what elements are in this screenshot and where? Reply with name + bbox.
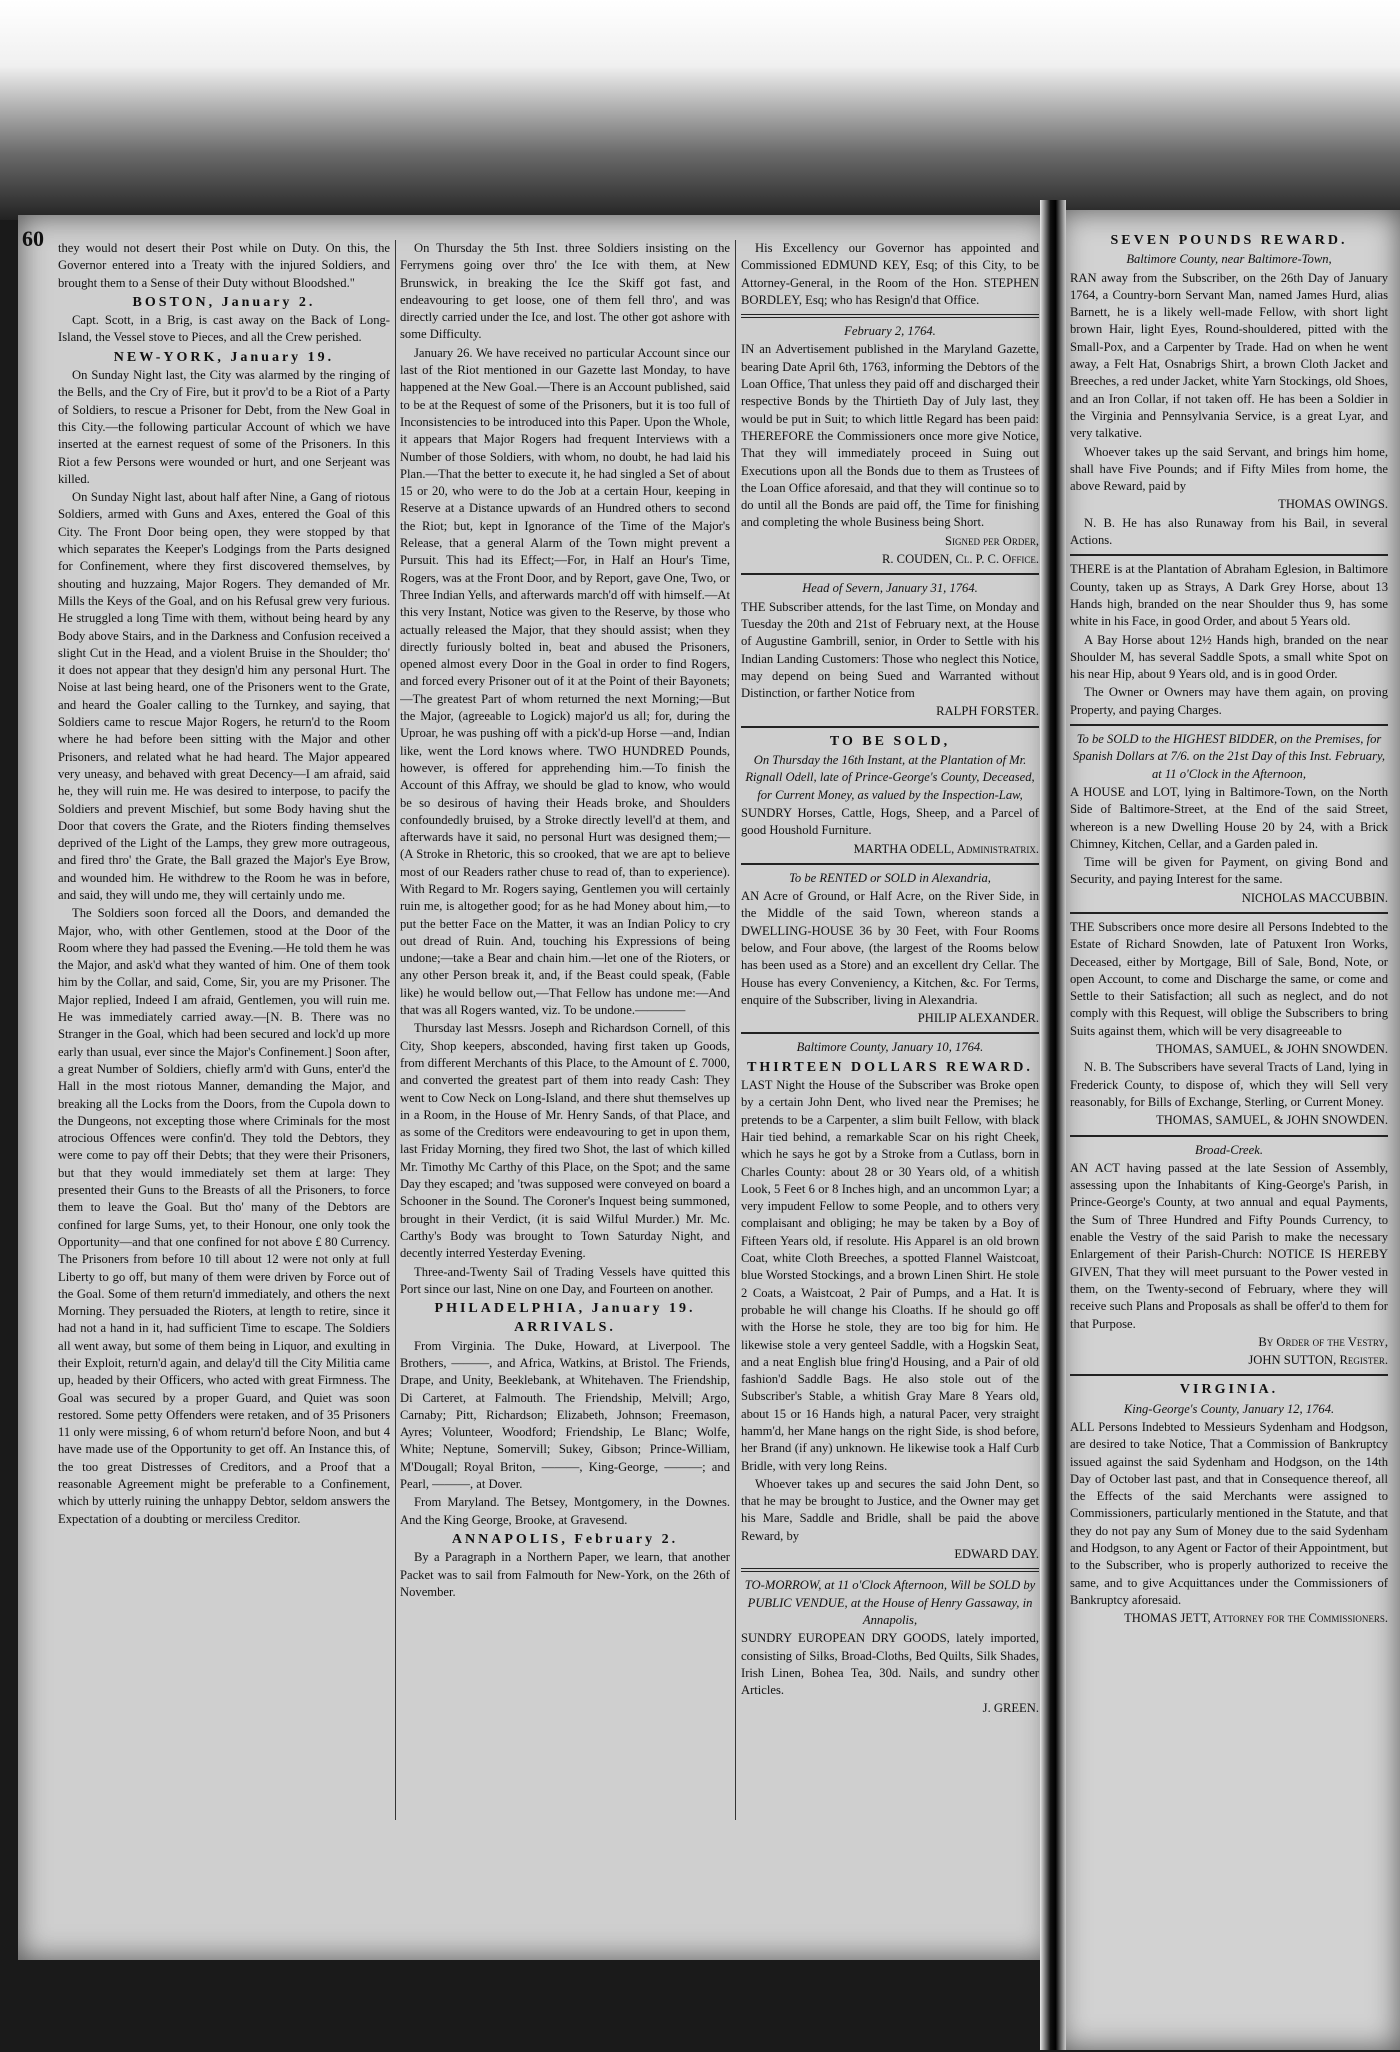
- notice-text: His Excellency our Governor has appointed and Commissioned EDMUND KEY, Esq; of this City, to be Attorney-General, in the Room of the Hon. STEPHEN BORDLEY, Esq; who has Resign'd that Office.: [741, 241, 1039, 307]
- ad-signature: THOMAS, SAMUEL, & JOHN SNOWDEN.: [1156, 1113, 1388, 1128]
- dateline: BOSTON, January 2.: [132, 294, 316, 310]
- ad-text: THE Subscribers once more desire all Persons Indebted to the Estate of Richard Snowden, late of Patuxent Iron Works, Deceased, either by Mortgage, Bill of Sale, Bond, Note, or open Account, to come and Discharge the same, or come and Settle to their Satisfaction; all such as neglect, and do not comply with this Request, will oblige the Subscribers to bring Suits against them, which will be very disagreeable to: [1070, 919, 1388, 1038]
- ad-date: Broad-Creek.: [1195, 1142, 1263, 1157]
- book-spine: [1040, 200, 1066, 2050]
- ad-signature: EDWARD DAY.: [954, 1547, 1039, 1562]
- ad-heading: To be RENTED or SOLD in Alexandria,: [789, 870, 991, 885]
- article-text: Three-and-Twenty Sail of Trading Vessels have quitted this Port since our last, Nine on one Day, and Fourteen on another.: [400, 1264, 730, 1296]
- ad-subheading: Baltimore County, near Baltimore-Town,: [1126, 252, 1332, 267]
- ad-text: THERE is at the Plantation of Abraham Eglesion, in Baltimore County, taken up as Strays, A Dark Grey Horse, about 13 Hands high, branded on the near Shoulder thus 9, has some white in his Face, in good Order, and about 5 Years old.: [1070, 562, 1388, 629]
- ad-text: Time will be given for Payment, on giving Bond and Security, and paying Interest for the same.: [1070, 855, 1388, 887]
- column-divider: [395, 240, 396, 1820]
- ad-signature: MARTHA ODELL, Administratrix.: [853, 841, 1039, 856]
- divider: [1070, 554, 1388, 556]
- ad-heading: TO BE SOLD,: [829, 733, 951, 749]
- ad-signature: J. GREEN.: [982, 1701, 1039, 1716]
- divider: [1070, 912, 1388, 914]
- article-text: From Virginia. The Duke, Howard, at Liverpool. The Brothers, ———, and Africa, Watkins, at Bristol. The Friends, Drape, and Unity, Beeklebank, at Whitehaven. The Friendship, Di Carteret, at Falmouth. The Friendship, Melvill; Argo, Carnaby; Pitt, Richardson; Elizabeth, Johnson; Freemason, Ayres; Volunteer, Woodford; Friendship, Le Blanc; Wolfe, White; Neptune, Somervill; Sukey, Gibson; Prince-William, M'Dougall; Royal Briton, ———, King-George, ———; and Pearl, ———, at Dover.: [400, 1338, 730, 1492]
- page-number: 60: [22, 226, 44, 251]
- column-4: [1070, 230, 1388, 1890]
- divider: [1070, 1135, 1388, 1137]
- ad-date: King-George's County, January 12, 1764.: [1123, 1401, 1335, 1416]
- divider: [741, 1568, 1039, 1572]
- ad-text: SUNDRY EUROPEAN DRY GOODS, lately imported, consisting of Silks, Broad-Cloths, Bed Quilts, Silk Shades, Irish Linen, Bohea Tea, 30d. Nails, and sundry other Articles.: [741, 1631, 1039, 1698]
- section-heading: ARRIVALS.: [514, 1320, 616, 1336]
- ad-text: AN Acre of Ground, or Half Acre, on the River Side, in the Middle of the said Town, whereon stands a DWELLING-HOUSE 36 by 30 Feet, with Four Rooms below, and Four above, (the largest of the Rooms below has been used as a Store) and an excellent dry Cellar. The House has every Conveniency, a Kitchen, &c. For Terms, enquire of the Subscriber, living in Alexandria.: [741, 889, 1039, 1007]
- article-text: From Maryland. The Betsey, Montgomery, in the Downes. And the King George, Brooke, at Gravesend.: [400, 1495, 730, 1527]
- dateline: NEW-YORK, January 19.: [113, 349, 335, 365]
- ad-text: Whoever takes up and secures the said John Dent, so that he may be brought to Justice, and the Owner may get his Mare, Saddle and Bridle, shall be paid the above Reward, by: [741, 1476, 1039, 1543]
- ad-signature: THOMAS OWINGS.: [1278, 497, 1388, 512]
- article-text: January 26. We have received no particular Account since our last of the Riot mentioned in our Gazette last Monday, to have happened at the New Goal.—There is an Account published, said to be at the Request of some of the Prisoners, but it is too full of Inconsistencies to be introduced into this Paper. Upon the Whole, it appears that Major Rogers had frequent Interviews with a Number of those Soldiers, with whom, no doubt, he had laid his Plan.—That the better to execute it, he had singled a Set of about 15 or 20, who were to do the Job at a certain Hour, keeping in Reserve at a Distance upwards of an Hundred others to second the Riot; but, kept in Ignorance of the Time of the Major's Release, that a general Alarm of the Town might prevent a Pursuit. This had its Effect;—For, in Half an Hour's Time, Rogers, was at the Front Door, and by Report, gave One, Two, or Three Indian Yells, and afterwards march'd off with himself.—At this very Instant, Notice was given to the Reserve, by those who actually released the Major, that they should assist; when they directly furiously bolted in, beat and abused the Prisoners, opened almost every Door in the Goal in order to find Rogers, and forced every Prisoner out of it at the Point of their Bayonets;—The greatest Part of whom returned the next Morning;—But the Major, (agreeable to Logick) major'd us all; for, during the Uproar, he was pushing off with a pick'd-up Horse —and, Indian like, went the Lord knows where. TWO HUNDRED Pounds, however, is offered for apprehending him.—To finish the Account of this Affray, we should be glad to know, who would be so desirous of having their Heads broke, and Shoulders confoundedly bruised, by a Stroke directly levell'd at them, and afterwards have it said, no personal Hurt was designed them;—(A Stroke in Rhetoric, this so crooked, that we are apt to believe most of our Readers rather chuse to read of, than to experience). With Regard to Mr. Rogers saying, Gentlemen you will certainly ruin me, is altogether good; for as he had Money about him,—to put the better Face on the Matter, it was an Indian Policy to cry out dread of Ruin. And, touching his Expressions of being undone;—take a Bear and chain him.—let one of the Rioters, or any other Person break it, and, if the Beast could speak, (Fable like) he would bellow out,—That Fellow has undone me:—And that was all Rogers wanted, viz. To be undone.————: [400, 345, 730, 1018]
- ad-text: LAST Night the House of the Subscriber was Broke open by a certain John Dent, who lived near the Premises; he pretends to be a Carpenter, a slim built Fellow, with black Hair tied behind, a remarkable Scar on his right Cheek, which he says he got by a Stroke from a Cutlass, born in Charles County: about 28 or 30 Years old, of a whitish Look, 5 Feet 6 or 8 Inches high, and an uncommon Lyar; a very impudent Fellow to some People, and to others very complaisant and obliging; he may be taken by a Boy of Fifteen Years old, if resolute. His Apparel is an old brown Coat, white Cloth Breeches, a spotted Flannel Waistcoat, blue Worsted Stockings, and a brown Linen Shirt. He stole 2 Coats, a Waistcoat, 2 Pair of Pumps, and a Hat. It is probable he will change his Cloaths. If he should go off with the Horse he stole, they are too big for him. He likewise stole a very genteel Saddle, with a Hogskin Seat, and a neat English blue fring'd Housing, and a Pair of old fashion'd Saddle Bags. He also stole out of the Subscriber's Stable, a whitish Gray Mare 8 Years old, about 15 or 16 Hands high, a natural Pacer, very straight hamm'd, her Mane hangs on the right Side, is shod before, her Brand (if any) unknown. He likewise took a Half Curb Bridle, with very long Reins.: [741, 1078, 1039, 1473]
- ad-text: A HOUSE and LOT, lying in Baltimore-Town, on the North Side of Baltimore-Street, at the End of the said Street, whereon is a new Dwelling House 20 by 24, with a Brick Chimney, Kitchen, Cellar, and a Garden paled in.: [1070, 784, 1388, 851]
- divider: [741, 726, 1039, 728]
- article-text: Thursday last Messrs. Joseph and Richardson Cornell, of this City, Shop keepers, absconded, having first taken up Goods, from different Merchants of this Place, to the Amount of £. 7000, and converted the greatest part of them into ready Cash: They went to Cow Neck on Long-Island, and there shut themselves up in a Room, in the House of Mr. Henry Sands, of that Place, and as some of the Creditors were endeavouring to get in upon them, last Friday Morning, they fired two Shot, the last of which killed Mr. Timothy Mc Carthy of this Place, on the Spot; and the same Day they escaped; and 'twas supposed were conveyed on board a Schooner in the Sound. The Coroner's Inquest being summoned, brought in their Verdict, (it is said Wilful Murder.) Mr. Mc. Carthy's Body was brought to Town Saturday Night, and decently interred Yesterday Evening.: [400, 1021, 730, 1261]
- ad-text: THE Subscriber attends, for the last Time, on Monday and Tuesday the 20th and 21st of February next, at the House of Augustine Gambrill, senior, in Order to Settle with his Indian Landing Customers: Those who neglect this Notice, may depend on being Sued and Warranted without Distinction, or farther Notice from: [741, 599, 1039, 701]
- article-text: On Sunday Night last, the City was alarmed by the ringing of the Bells, and the Cry of Fire, but it prov'd to be a Riot of a Party of Soldiers, to rescue a Prisoner for Debt, from the New Goal in this City.—the following particular Account of which we have inserted at the earnest request of some of the Prisoners. In this Riot a few Persons were wounded or hurt, and one Serjeant was killed.: [58, 368, 390, 486]
- divider: [741, 863, 1039, 865]
- ad-signature: By Order of the Vestry,: [1258, 1334, 1388, 1349]
- article-text: On Sunday Night last, about half after Nine, a Gang of riotous Soldiers, armed with Guns and Axes, entered the Goal of this City. The Front Door being open, they were stopped by that which separates the Keeper's Lodgings from the Parts designed for Confinement, where they first discovered themselves, by shouting and huzzaing, Major Rogers. They demanded of Mr. Mills the Keys of the Goal, and on his Refusal grew very furious. He struggled a long Time with them, without being heard by any Body above Stairs, and in the Darkness and Confusion received a slight Cut in the Head, and a violent Bruise in the Shoulder; tho' it does not appear that they design'd him any personal Hurt. The Noise at last being heard, one of the Prisoners went to the Grate, and heard the Goaler calling to the Turnkey, and saying, that Soldiers came to rescue Major Rogers, he return'd to the Room where he had before been sitting with the Major and other Prisoners, and related what he had heard. The Major appeared very uneasy, and behaved with great Decency—I am afraid, said he, they will ruin me. He was desired to interpose, to pacify the Soldiers and prevent Mischief, but some Body having shut the Door that covers the Grate, and the Rioters finding themselves deprived of the Light of the Lamps, they grew more outrageous, and fired thro' the Grate, the Ball grazed the Major's Eye Brow, and wounded him. He withdrew to the Room he was in before, and said, they will undo me, they will certainly undo me.: [58, 490, 390, 902]
- ad-signature: JOHN SUTTON, Register.: [1248, 1353, 1388, 1368]
- ad-text: IN an Advertisement published in the Maryland Gazette, bearing Date April 6th, 1763, informing the Debtors of the Loan Office, That unless they paid off and discharged their respective Bonds by the Thirtieth Day of July last, they would be put in Suit; to which little Regard has been paid: THEREFORE the Commissioners once more give Notice, That they will immediately proceed in Suing out Executions upon all the Bonds due to them as Trustees of the Loan Office aforesaid, and that they will continue so to do until all the Bonds are paid off, the Time for finishing and completing the whole Business being Short.: [741, 342, 1039, 530]
- ad-signature: RALPH FORSTER.: [936, 704, 1039, 719]
- scan-shadow: [0, 0, 1400, 220]
- column-2: [400, 240, 730, 1825]
- column-divider: [735, 240, 736, 1820]
- ad-signature: THOMAS, SAMUEL, & JOHN SNOWDEN.: [1156, 1042, 1388, 1057]
- article-text: On Thursday the 5th Inst. three Soldiers insisting on the Ferrymens going over thro' the Ice with them, at New Brunswick, in breaking the Ice the Skiff got fast, and endeavouring to get loose, one of them fell thro', and was directly carried under the Ice, and lost. The other got ashore with some Difficulty.: [400, 241, 730, 342]
- ad-signature: Signed per Order,: [944, 533, 1039, 548]
- ad-text: A Bay Horse about 12½ Hands high, branded on the near Shoulder M, has several Saddle Spots, a small white Spot on his near Hip, about 9 Years old, and is in good Order.: [1070, 632, 1388, 682]
- ad-text: SUNDRY Horses, Cattle, Hogs, Sheep, and a Parcel of good Houshold Furniture.: [741, 805, 1039, 838]
- divider: [741, 573, 1039, 575]
- divider: [741, 1032, 1039, 1034]
- ad-text: The Owner or Owners may have them again, on proving Property, and paying Charges.: [1070, 685, 1388, 717]
- ad-date: February 2, 1764.: [844, 324, 936, 339]
- ad-heading: SEVEN POUNDS REWARD.: [1110, 233, 1348, 248]
- divider: [741, 314, 1039, 318]
- divider: [1070, 724, 1388, 726]
- column-3: [741, 240, 1039, 1830]
- dateline: ANNAPOLIS, February 2.: [451, 1531, 679, 1547]
- ad-signature: PHILIP ALEXANDER.: [917, 1011, 1039, 1026]
- article-text: The Soldiers soon forced all the Doors, and demanded the Major, who, with other Gentlemen, stood at the Door of the Room where they had passed the Evening.—He told them he was the Major, and ask'd what they wanted of him. One of them took him by the Collar, and said, Come, Sir, you are my Prisoner. The Major replied, Indeed I am afraid, Gentlemen, you will ruin me. He was immediately carried away.—[N. B. There was no Stranger in the Goal, which had been secured and lock'd up more early than usual, ever since the Major's Confinement.] Soon after, a great Number of Soldiers, chiefly arm'd with Guns, enter'd the Hall in the most riotous Manner, demanding the Major, and breaking all the Locks from the Doors, from the Cupola down to the Dungeons, not excepting those where Criminals for the most atrocious Offences were confin'd. They told the Debtors, they were come to pay off their Debts; that they were their Prisoners, but that they would immediately set them at large: They presented their Guns to the Breasts of all the Prisoners, to force them to leave the Goal. But tho' many of the Debtors are confined for large Sums, yet, to their Honour, one only took the Opportunity—and that one confined for not above £ 80 Currency. The Prisoners from before 10 till about 12 were not only at full Liberty to go off, but many of them were driven by Force out of the Goal. Some of them return'd immediately, and others the next Morning. They persuaded the Rioters, at length to retire, since it had not a hand in it, had sufficient Time to escape. The Soldiers all went away, but some of them being in Liquor, and exulting in their Exploit, return'd again, and delay'd till the City Militia came up, headed by their Officers, who acted with great Firmness. The Goal was secured by a proper Guard, and Quiet was soon restored. Some petty Offenders were retaken, and of 35 Prisoners 11 only were missing, 6 of whom return'd before Noon, and but 4 have made use of the Opportunity to get off. An Instance this, of the too great Distresses of Creditors, and a Proof that a reasonable Agreement might be preferable to a Confinement, which by utterly ruining the unhappy Debtor, seldom answers the Expectation of a doubting or merciless Creditor.: [58, 906, 390, 1526]
- ad-text: RAN away from the Subscriber, on the 26th Day of January 1764, a Country-born Servant Man, named James Hurd, alias Barnett, he is a likely well-made Fellow, with short light brown Hair, light Eyes, Round-shouldered, pitted with the Small-Pox, and a Carpenter by Trade. Had on when he went away, a Felt Hat, Osnabrigs Shirt, a brown Cloth Jacket and Breeches, a red under Jacket, white Yarn Stockings, old Shoes, and an Iron Collar, if not taken off. He has been a Soldier in the Virginia and Pennsylvania Service, is a great Lyar, and very talkative.: [1070, 270, 1388, 441]
- article-text: Capt. Scott, in a Brig, is cast away on the Back of Long-Island, the Vessel stove to Pieces, and all the Crew perished.: [58, 313, 390, 345]
- ad-text: N. B. The Subscribers have several Tracts of Land, lying in Frederick County, to dispose of, which they will Sell very reasonably, for Bills of Exchange, Sterling, or Current Money.: [1070, 1060, 1388, 1109]
- ad-text: AN ACT having passed at the late Session of Assembly, assessing upon the Inhabitants of King-George's Parish, in Prince-George's County, at two annual and equal Payments, the Sum of Three Hundred and Fifty Pounds Currency, to enable the Vestry of the said Parish to make the necessary Enlargement of their Parish-Church: NOTICE IS HEREBY GIVEN, That they will meet pursuant to the Power vested in them, on the Twenty-second of February, where they will receive such Plans and Proposals as shall be offer'd to them for that Purpose.: [1070, 1160, 1388, 1331]
- ad-text: ALL Persons Indebted to Messieurs Sydenham and Hodgson, are desired to take Notice, That a Commission of Bankruptcy issued against the said Sydenham and Hodgson, on the 14th Day of October last past, and that in Consequence thereof, all the Effects of the said Merchants were assigned to Commissioners, particularly mentioned in the Statute, and that they do not pay any Sum of Money due to the said Sydenham and Hodgson, to any Agent or Factor of their Appointment, but to the Subscriber, who is properly authorized to receive the same, and to give Acquittances under the Commissioners of Bankruptcy aforesaid.: [1070, 1420, 1388, 1607]
- dateline: PHILADELPHIA, January 19.: [434, 1301, 696, 1317]
- article-text: they would not desert their Post while on Duty. On this, the Governor entered into a Treaty with the injured Soldiers, and brought them to a Sense of their Duty without Bloodshed.": [58, 241, 390, 290]
- ad-heading: VIRGINIA.: [1179, 1382, 1279, 1398]
- ad-heading: TO-MORROW, at 11 o'Clock Afternoon, Will be SOLD by PUBLIC VENDUE, at the House of Henry Gassaway, in Annapolis,: [744, 1578, 1036, 1627]
- ad-heading: To be SOLD to the HIGHEST BIDDER, on the Premises, for Spanish Dollars at 7/6. on the 21st Day of this Inst. February, at 11 o'Clock in the Afternoon,: [1072, 732, 1386, 781]
- article-text: By a Paragraph in a Northern Paper, we learn, that another Packet was to sail from Falmouth for New-York, on the 26th of November.: [400, 1550, 730, 1599]
- ad-signature: R. COUDEN, Cl. P. C. Office.: [881, 552, 1039, 567]
- ad-date: Baltimore County, January 10, 1764.: [796, 1040, 984, 1055]
- divider: [1070, 1374, 1388, 1376]
- column-1: [58, 240, 390, 1825]
- ad-subheading: On Thursday the 16th Instant, at the Plantation of Mr. Rignall Odell, late of Prince-George's County, Deceased, for Current Money, as valued by the Inspection-Law,: [745, 753, 1035, 802]
- ad-signature: THOMAS JETT, Attorney for the Commissioners.: [1124, 1611, 1388, 1626]
- ad-text: N. B. He has also Runaway from his Bail, in several Actions.: [1070, 515, 1388, 548]
- ad-text: Whoever takes up the said Servant, and brings him home, shall have Five Pounds; and if Fifty Miles from home, the above Reward, paid by: [1070, 444, 1388, 494]
- ad-signature: NICHOLAS MACCUBBIN.: [1241, 890, 1388, 905]
- ad-date: Head of Severn, January 31, 1764.: [802, 581, 978, 596]
- ad-heading: THIRTEEN DOLLARS REWARD.: [747, 1059, 1033, 1075]
